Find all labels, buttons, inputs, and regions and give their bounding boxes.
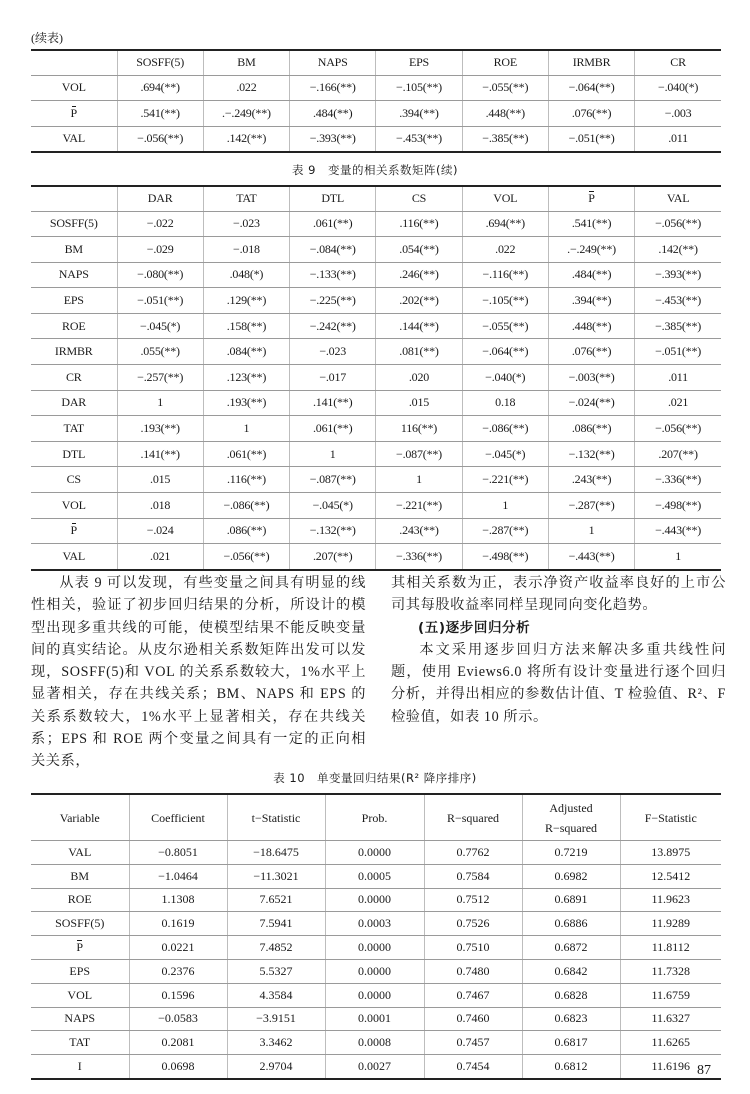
cell-f-statistic: 12.5412: [620, 864, 721, 888]
column-header: EPS: [376, 50, 462, 75]
cell-r-squared: 0.7460: [424, 1007, 522, 1031]
p-bar-symbol: P: [588, 191, 595, 206]
table-cell: 1: [203, 416, 289, 442]
row-label: [31, 936, 129, 960]
table-header-row: [31, 794, 721, 841]
table-cell: .141(**): [117, 441, 203, 467]
cell-adj-r-squared: 0.6872: [522, 936, 620, 960]
table-cell: −.084(**): [290, 237, 376, 263]
table-cell: .011: [668, 131, 688, 146]
column-header: DAR: [117, 186, 203, 211]
cell-f-statistic: 11.7328: [620, 959, 721, 983]
table-cell: .193(**): [117, 416, 203, 442]
table-row: [31, 288, 721, 314]
table-cell: −.498(**): [462, 544, 548, 570]
table-cell: −.023: [290, 339, 376, 365]
table-cell: −.105(**): [462, 288, 548, 314]
row-label: VOL: [31, 983, 129, 1007]
table-row: [31, 313, 721, 339]
table-cell: .394(**): [548, 288, 634, 314]
table-cell: 0.18: [462, 390, 548, 416]
table10-regression-results: [31, 793, 721, 1080]
row-label: NAPS: [31, 1007, 129, 1031]
table-cell: −.056(**): [117, 126, 203, 152]
cell-r-squared: 0.7512: [424, 888, 522, 912]
table-cell: 1: [548, 518, 634, 544]
row-label: VAL: [31, 841, 129, 865]
cell-t-statistic: 3.3462: [227, 1031, 325, 1055]
table-header-row: [31, 50, 721, 75]
header-t-statistic: t−Statistic: [227, 794, 325, 841]
table-cell: −.051(**): [635, 339, 721, 365]
table-row: [31, 339, 721, 365]
cell-prob: 0.0000: [325, 983, 424, 1007]
table-cell: .018: [117, 493, 203, 519]
cell-prob: 0.0027: [325, 1055, 424, 1079]
table9-caption: 表 9 变量的相关系数矩阵(续): [292, 163, 458, 177]
table-cell: .243(**): [548, 467, 634, 493]
cell-prob: 0.0000: [325, 888, 424, 912]
column-header: BM: [203, 50, 289, 75]
cell-coefficient: 0.0698: [129, 1055, 227, 1079]
table-cell: −.287(**): [462, 518, 548, 544]
p-bar-symbol: P: [70, 105, 77, 120]
table-cell: .048(*): [203, 262, 289, 288]
cell-t-statistic: 7.5941: [227, 912, 325, 936]
table-cell: .022: [462, 237, 548, 263]
cell-coefficient: −0.8051: [129, 841, 227, 865]
table-cell: −.003: [635, 101, 721, 127]
table-cell: −.336(**): [376, 544, 462, 570]
row-label: VOL: [31, 493, 117, 519]
table-row: [31, 959, 721, 983]
table-cell: −.443(**): [635, 518, 721, 544]
column-header: VOL: [462, 186, 548, 211]
column-header: CS: [376, 186, 462, 211]
table-cell: −.022: [117, 211, 203, 237]
table-row: [31, 1007, 721, 1031]
cell-adj-r-squared: 0.7219: [522, 841, 620, 865]
row-label: TAT: [31, 416, 117, 442]
row-label: [31, 518, 117, 544]
table-cell: .141(**): [290, 390, 376, 416]
cell-prob: 0.0000: [325, 841, 424, 865]
table-cell: −.045(*): [117, 313, 203, 339]
table-row: [31, 841, 721, 865]
table-cell: −.132(**): [290, 518, 376, 544]
table-cell: −.018: [203, 237, 289, 263]
table-cell: .129(**): [203, 288, 289, 314]
row-label: ROE: [31, 888, 129, 912]
cell-t-statistic: −18.6475: [227, 841, 325, 865]
table-cell: .193(**): [203, 390, 289, 416]
table-cell: −.116(**): [462, 262, 548, 288]
row-label: NAPS: [31, 262, 117, 288]
table-cell: −.055(**): [462, 75, 548, 101]
table-cell: −.133(**): [290, 262, 376, 288]
correlation-table-continued-top: [31, 49, 721, 153]
cell-f-statistic: 11.9289: [620, 912, 721, 936]
column-header: IRMBR: [548, 50, 634, 75]
section-heading-stepwise-regression: (五)逐步回归分析: [418, 619, 531, 636]
table-cell: −.393(**): [290, 126, 376, 152]
cell-prob: 0.0001: [325, 1007, 424, 1031]
table-cell: .144(**): [376, 313, 462, 339]
table-cell: −.443(**): [548, 544, 634, 570]
table-cell: .541(**): [117, 101, 203, 127]
row-label: BM: [31, 237, 117, 263]
table-header-row: [31, 186, 721, 211]
table-cell: −.086(**): [203, 493, 289, 519]
row-label: IRMBR: [31, 339, 117, 365]
table-cell: −.056(**): [203, 544, 289, 570]
cell-f-statistic: 11.6327: [620, 1007, 721, 1031]
table-cell: .061(**): [290, 416, 376, 442]
table-cell: −.055(**): [462, 313, 548, 339]
table-row: [31, 493, 721, 519]
cell-coefficient: −1.0464: [129, 864, 227, 888]
table-cell: −.132(**): [548, 441, 634, 467]
table-cell: 1: [675, 549, 681, 564]
table-row: [31, 518, 721, 544]
cell-coefficient: 0.0221: [129, 936, 227, 960]
header-corner: [31, 186, 117, 211]
row-label: EPS: [31, 288, 117, 314]
row-label: VAL: [31, 544, 117, 570]
table-cell: −.080(**): [117, 262, 203, 288]
table-cell: .116(**): [203, 467, 289, 493]
table-cell: −.257(**): [117, 365, 203, 391]
table-cell: .061(**): [290, 211, 376, 237]
table-row: [31, 888, 721, 912]
header-adjusted-line1: Adjusted: [549, 800, 593, 815]
table-row: [31, 983, 721, 1007]
p-bar-symbol: P: [70, 523, 77, 538]
table-cell: −.017: [290, 365, 376, 391]
table-cell: .541(**): [548, 211, 634, 237]
table-cell: −.051(**): [548, 126, 634, 152]
table-cell: −.064(**): [548, 75, 634, 101]
cell-t-statistic: 2.9704: [227, 1055, 325, 1079]
table-row: [31, 237, 721, 263]
table-cell: −.051(**): [117, 288, 203, 314]
cell-t-statistic: 5.5327: [227, 959, 325, 983]
table-cell: .021: [635, 390, 721, 416]
header-adjusted-line2: R−squared: [544, 820, 598, 835]
table-row: [31, 936, 721, 960]
cell-r-squared: 0.7467: [424, 983, 522, 1007]
table-cell: .−.249(**): [548, 237, 634, 263]
header-prob: Prob.: [325, 794, 424, 841]
table-row: [31, 101, 721, 127]
table-cell: −.040(*): [462, 365, 548, 391]
table-cell: .081(**): [376, 339, 462, 365]
body-text-left-column: [31, 572, 366, 773]
table-row: [31, 1055, 721, 1079]
table-cell: −.029: [117, 237, 203, 263]
row-label: EPS: [31, 959, 129, 983]
column-header: DTL: [290, 186, 376, 211]
cell-f-statistic: 11.6196: [651, 1059, 691, 1074]
row-label: ROE: [31, 313, 117, 339]
cell-adj-r-squared: 0.6842: [522, 959, 620, 983]
table-row: [31, 390, 721, 416]
cell-prob: 0.0000: [325, 959, 424, 983]
table-cell: .142(**): [635, 237, 721, 263]
table-cell: −.087(**): [376, 441, 462, 467]
cell-r-squared: 0.7526: [424, 912, 522, 936]
table-cell: −.064(**): [462, 339, 548, 365]
paragraph-continuation: 其相关系数为正，表示净资产收益率良好的上市公司其每股收益率同样呈现同向变化趋势。: [391, 575, 726, 614]
cell-adj-r-squared: 0.6823: [522, 1007, 620, 1031]
table-cell: −.453(**): [635, 288, 721, 314]
table-cell: .484(**): [548, 262, 634, 288]
table-row: [31, 912, 721, 936]
paragraph-table9-analysis: 从表 9 可以发现，有些变量之间具有明显的线性相关，验证了初步回归结果的分析，所设计的模型出现多重共线的可能，使模型结果不能反映变量间的真实结论。从皮尔逊相关系数矩阵出发可以发现，SOSFF(5)和 VOL 的关系系数较大，1%水平上显著相关，存在共线关系；BM、NAPS 和 EPS 的关系系数较大，1%水平上显著相关，存在共线关系；EPS 和 ROE 两个变量之间具有一定的正向相关关系，: [31, 575, 366, 770]
table-cell: .076(**): [548, 339, 634, 365]
table-row: [31, 75, 721, 101]
table-row: [31, 441, 721, 467]
table-cell: .207(**): [635, 441, 721, 467]
table-cell: .054(**): [376, 237, 462, 263]
header-coefficient: Coefficient: [129, 794, 227, 841]
table-cell: −.045(*): [290, 493, 376, 519]
cell-f-statistic: 11.6265: [620, 1031, 721, 1055]
table-cell: −.393(**): [635, 262, 721, 288]
cell-r-squared: 0.7762: [424, 841, 522, 865]
cell-coefficient: 0.2081: [129, 1031, 227, 1055]
row-label: TAT: [31, 1031, 129, 1055]
table-cell: .−.249(**): [203, 101, 289, 127]
cell-prob: 0.0008: [325, 1031, 424, 1055]
table-row: [31, 1031, 721, 1055]
table-row: [31, 467, 721, 493]
cell-prob: 0.0003: [325, 912, 424, 936]
table-cell: −.045(*): [462, 441, 548, 467]
table-cell: .076(**): [548, 101, 634, 127]
table-cell: .142(**): [203, 126, 289, 152]
table-cell: .123(**): [203, 365, 289, 391]
table-cell: −.225(**): [290, 288, 376, 314]
header-corner: [31, 50, 117, 75]
table-cell: .394(**): [376, 101, 462, 127]
table-cell: −.498(**): [635, 493, 721, 519]
table-cell: .022: [203, 75, 289, 101]
row-label: VAL: [31, 126, 117, 152]
column-header: SOSFF(5): [117, 50, 203, 75]
table-cell: .448(**): [548, 313, 634, 339]
table9-correlation-matrix: [31, 185, 721, 571]
cell-r-squared: 0.7480: [424, 959, 522, 983]
cell-prob: 0.0000: [325, 936, 424, 960]
row-label: DAR: [31, 390, 117, 416]
table-cell: −.087(**): [290, 467, 376, 493]
cell-r-squared: 0.7584: [424, 864, 522, 888]
header-r-squared: R−squared: [424, 794, 522, 841]
table-cell: −.086(**): [462, 416, 548, 442]
row-label: SOSFF(5): [31, 912, 129, 936]
cell-r-squared: 0.7457: [424, 1031, 522, 1055]
table-row: [31, 544, 721, 570]
cell-adj-r-squared: 0.6891: [522, 888, 620, 912]
header-variable: Variable: [31, 794, 129, 841]
table-cell: −.023: [203, 211, 289, 237]
column-header: NAPS: [290, 50, 376, 75]
row-label: CS: [31, 467, 117, 493]
row-label: SOSFF(5): [31, 211, 117, 237]
table-row: [31, 416, 721, 442]
page-number: 87: [697, 1063, 711, 1078]
table-cell: 1: [117, 390, 203, 416]
table-cell: .448(**): [462, 101, 548, 127]
cell-adj-r-squared: 0.6812: [522, 1055, 620, 1079]
column-header: VAL: [635, 186, 721, 211]
cell-r-squared: 0.7454: [424, 1055, 522, 1079]
table-cell: −.003(**): [548, 365, 634, 391]
header-f-statistic: F−Statistic: [620, 794, 721, 841]
table-row: [31, 211, 721, 237]
cell-f-statistic: 11.9623: [620, 888, 721, 912]
body-text-right-column: [391, 572, 726, 728]
table-cell: 1: [376, 467, 462, 493]
table-cell: .015: [376, 390, 462, 416]
cell-t-statistic: 7.6521: [227, 888, 325, 912]
continued-table-label: (续表): [31, 31, 63, 45]
table-cell: −.040(*): [635, 75, 721, 101]
table-cell: 116(**): [376, 416, 462, 442]
row-label: [31, 101, 117, 127]
table-cell: .084(**): [203, 339, 289, 365]
cell-adj-r-squared: 0.6982: [522, 864, 620, 888]
table-cell: .055(**): [117, 339, 203, 365]
table-cell: −.166(**): [290, 75, 376, 101]
table-cell: .694(**): [462, 211, 548, 237]
table-cell: .061(**): [203, 441, 289, 467]
table-cell: .694(**): [117, 75, 203, 101]
table-cell: −.024(**): [548, 390, 634, 416]
column-header: TAT: [203, 186, 289, 211]
row-label: DTL: [31, 441, 117, 467]
header-adjusted-r-squared: [522, 794, 620, 841]
table-cell: .015: [117, 467, 203, 493]
table-cell: .158(**): [203, 313, 289, 339]
table-cell: .116(**): [376, 211, 462, 237]
cell-coefficient: 0.1596: [129, 983, 227, 1007]
table-row: [31, 262, 721, 288]
cell-t-statistic: −3.9151: [227, 1007, 325, 1031]
table-row: [31, 864, 721, 888]
table-cell: .207(**): [290, 544, 376, 570]
cell-f-statistic: 11.8112: [620, 936, 721, 960]
column-header: [548, 186, 634, 211]
row-label: CR: [31, 365, 117, 391]
cell-prob: 0.0005: [325, 864, 424, 888]
table-cell: .202(**): [376, 288, 462, 314]
p-bar-symbol: P: [76, 940, 84, 955]
table-cell: −.221(**): [462, 467, 548, 493]
table-row: [31, 126, 721, 152]
cell-coefficient: 1.1308: [129, 888, 227, 912]
column-header: ROE: [462, 50, 548, 75]
table-cell: .086(**): [203, 518, 289, 544]
column-header: CR: [635, 50, 721, 75]
cell-coefficient: 0.2376: [129, 959, 227, 983]
table-cell: −.242(**): [290, 313, 376, 339]
cell-adj-r-squared: 0.6828: [522, 983, 620, 1007]
row-label: I: [31, 1055, 129, 1079]
table-cell: .246(**): [376, 262, 462, 288]
table-cell: −.385(**): [635, 313, 721, 339]
table-cell: −.056(**): [635, 416, 721, 442]
cell-f-statistic: 13.8975: [620, 841, 721, 865]
table-cell: −.336(**): [635, 467, 721, 493]
cell-t-statistic: −11.3021: [227, 864, 325, 888]
cell-adj-r-squared: 0.6886: [522, 912, 620, 936]
row-label: BM: [31, 864, 129, 888]
cell-coefficient: −0.0583: [129, 1007, 227, 1031]
table-cell: −.287(**): [548, 493, 634, 519]
table-cell: 1: [290, 441, 376, 467]
cell-t-statistic: 4.3584: [227, 983, 325, 1007]
cell-adj-r-squared: 0.6817: [522, 1031, 620, 1055]
table-cell: 1: [462, 493, 548, 519]
table-cell: .484(**): [290, 101, 376, 127]
cell-r-squared: 0.7510: [424, 936, 522, 960]
table-cell: −.221(**): [376, 493, 462, 519]
paragraph-stepwise-regression: 本文采用逐步回归方法来解决多重共线性问题，使用 Eviews6.0 将所有设计变量进行逐个回归分析，并得出相应的参数估计值、T 检验值、R²、F检验值，如表 10 所示。: [391, 641, 726, 725]
cell-f-statistic: 11.6759: [620, 983, 721, 1007]
table-cell: .021: [117, 544, 203, 570]
table-cell: .020: [376, 365, 462, 391]
table-cell: −.056(**): [635, 211, 721, 237]
table-cell: −.024: [117, 518, 203, 544]
table-cell: −.385(**): [462, 126, 548, 152]
table-cell: −.105(**): [376, 75, 462, 101]
row-label: VOL: [31, 75, 117, 101]
table-cell: .243(**): [376, 518, 462, 544]
table-cell: −.453(**): [376, 126, 462, 152]
cell-coefficient: 0.1619: [129, 912, 227, 936]
table10-caption: 表 10 单变量回归结果(R² 降序排序): [273, 771, 477, 785]
table-cell: .011: [635, 365, 721, 391]
table-cell: .086(**): [548, 416, 634, 442]
cell-t-statistic: 7.4852: [227, 936, 325, 960]
table-row: [31, 365, 721, 391]
